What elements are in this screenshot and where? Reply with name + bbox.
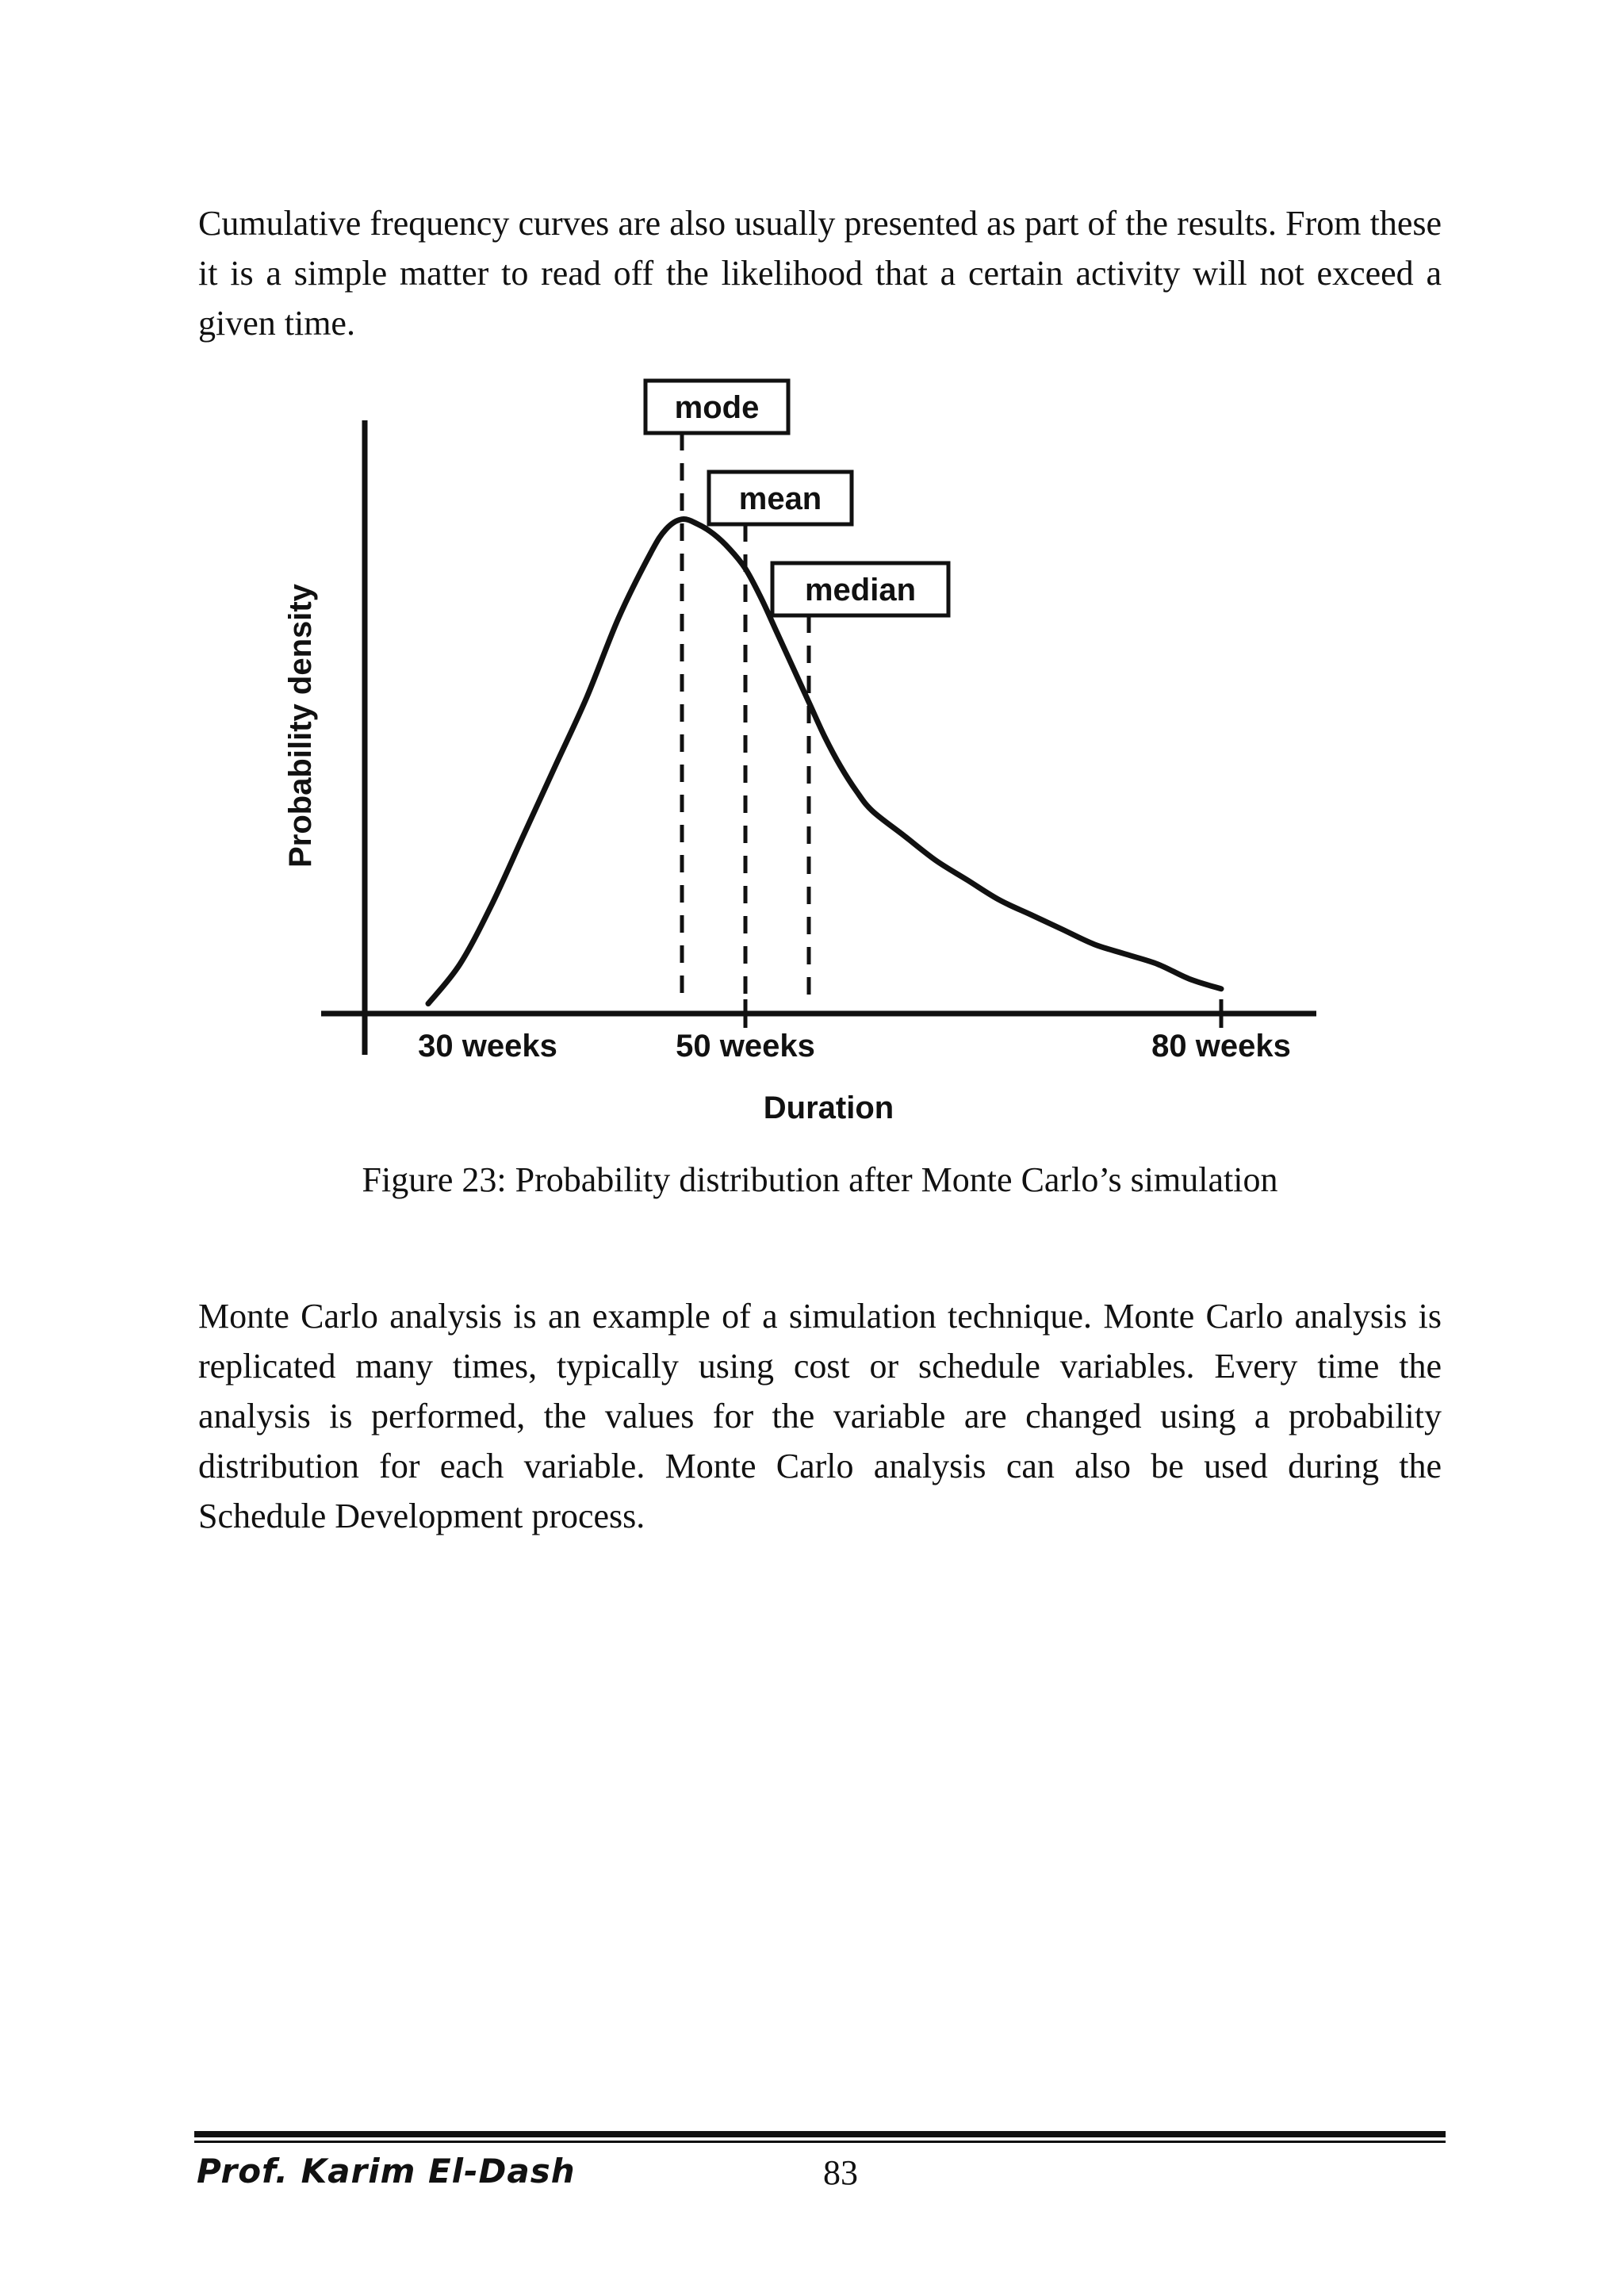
x-axis-label: Duration — [763, 1091, 894, 1125]
probability-distribution-figure — [270, 365, 1364, 1142]
x-tick-label-30: 30 weeks — [418, 1029, 557, 1064]
footer-author: Prof. Karim El-Dash — [197, 2152, 576, 2191]
page-number: 83 — [823, 2153, 858, 2192]
footer-rule — [194, 2131, 1446, 2137]
marker-label-median: median — [804, 573, 917, 608]
probability-density-chart — [270, 365, 1364, 1142]
marker-label-mean: mean — [738, 481, 822, 516]
y-axis-label: Probability density — [283, 584, 318, 868]
footer-rule-thin — [194, 2141, 1446, 2143]
figure-caption: Figure 23: Probability distribution after Monte Carlo’s simulation — [362, 1160, 1278, 1199]
x-tick-label-50: 50 weeks — [676, 1029, 815, 1064]
paragraph-cumulative-frequency: Cumulative frequency curves are also usually presented as part of the results. From these it is a simple matter to read off the likelihood that a certain activity will not exceed a given time. — [198, 204, 1442, 343]
x-tick-label-80: 80 weeks — [1151, 1029, 1291, 1064]
paragraph-monte-carlo: Monte Carlo analysis is an example of a simulation technique. Monte Carlo analysis is replicated many times, typically using cost or schedule variables. Every time the analysis is performed, the values for the variable are changed using a probability distribution for each variable. Monte Carlo analysis can also be used during the Schedule Development process. — [198, 1297, 1442, 1535]
marker-label-mode: mode — [674, 390, 760, 425]
